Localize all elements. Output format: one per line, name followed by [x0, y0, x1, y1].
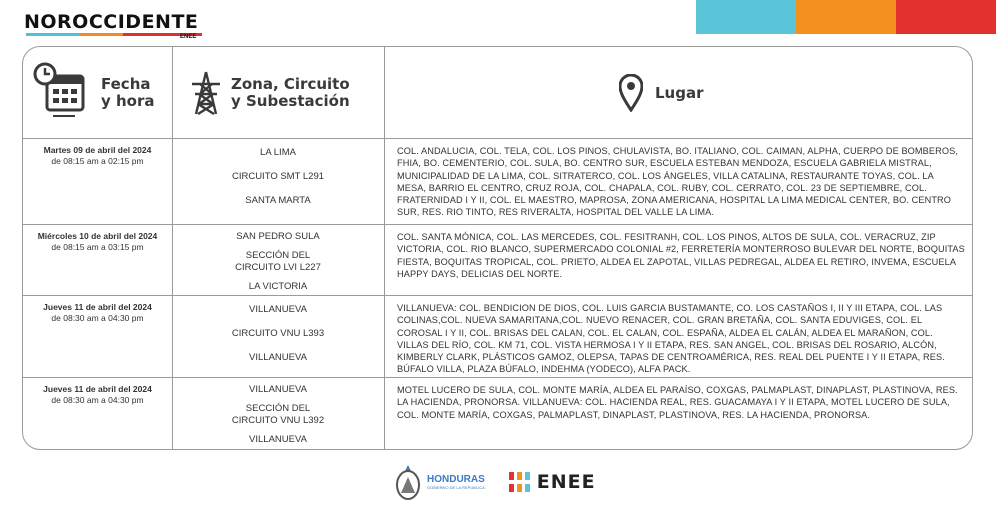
table-row	[23, 139, 972, 225]
time-text: de 08:15 am a 02:15 pm	[51, 156, 144, 166]
header-zone-line2: y Subestación	[231, 92, 350, 110]
time-text: de 08:30 am a 04:30 pm	[51, 313, 144, 323]
stripe-orange	[796, 0, 896, 34]
color-stripes	[696, 0, 996, 34]
power-tower-icon	[189, 70, 223, 116]
row-date	[23, 302, 172, 324]
enee-wordmark: ENEE	[536, 471, 596, 493]
circuit-text: CIRCUITO VNU L393	[231, 328, 325, 339]
table-row	[23, 225, 972, 296]
row-date	[23, 231, 172, 253]
zone-text: LA LIMA	[260, 147, 296, 158]
header-date	[33, 47, 172, 139]
zone-text: VILLANUEVA	[249, 384, 307, 395]
substation-text: VILLANUEVA	[249, 434, 307, 445]
header-zone-line1: Zona, Circuito	[231, 75, 350, 93]
substation-text: VILLANUEVA	[249, 352, 307, 363]
place-text: MOTEL LUCERO DE SULA, COL. MONTE MARÍA, ALDEA EL PARAÍSO, COXGAS, PALMAPLAST, DINAPLAST, PLASTINOVA, RES. LA HACIENDA, PRONORSA. VILLANUEVA: COL. HACIENDA REAL, RES. GUACAMAYA I Y II ETAPA, MOTEL LUCERO DE SULA, COL. MONTE MARÍA, COXGAS, PALMAPLAST, DINAPLAST, PLASTINOVA, RES. LA HACIENDA, PRONORSA.	[397, 385, 958, 420]
row-zone	[172, 147, 384, 219]
row-date	[23, 145, 172, 167]
place-text: VILLANUEVA: COL. BENDICION DE DIOS, COL. LUIS GARCIA BUSTAMANTE, CO. LOS CASTAÑOS I, II Y III ETAPA, COL. LAS COLINAS,COL. NUEVA SAMARITANA,COL. NUEVO RENACER, COL. GRAN BRETAÑA, COL. SANTA EDUVIGES, COL. EL COROSAL I Y II, COL. BRISAS DEL CALAN, COL. EL CALAN, COL. ESPAÑA, ALDEA EL CALÁN, ALDEA EL MARAÑON, COL. VILLAS DEL RÍO, COL. KM 71, COL. VISTA HERMOSA I Y II ETAPA, RES. SAN ANGEL, COL. BRISAS DEL ROSARIO, ALCÓN, KIMBERLY CLARK, PLÁSTICOS GAMOZ, OLEPSA, TAPAS DE CENTROAMÉRICA, RES. REAL DEL PUENTE I Y II ETAPA, RES. BÚFALO VILLA, PLAZA BÚFALO, INDEHMA (YODECO), ALFA PACK.	[397, 303, 945, 375]
substation-text: SANTA MARTA	[245, 195, 311, 206]
zone-text: SAN PEDRO SULA	[236, 231, 320, 242]
honduras-seal-icon	[395, 463, 421, 501]
date-text: Miércoles 10 de abril del 2024	[37, 231, 158, 241]
outage-table	[22, 46, 973, 450]
substation-text: LA VICTORIA	[248, 281, 308, 292]
top-bar	[0, 0, 996, 44]
circuit-text: SECCIÓN DEL CIRCUITO VNU L392	[231, 403, 325, 426]
place-text: COL. ANDALUCIA, COL. TELA, COL. LOS PINOS, CHULAVISTA, BO. ITALIANO, COL. CAIMAN, ALPHA, CUERPO DE BOMBEROS, FHIA, BO. CEMENTERIO, COL. SULA, BO. CENTRO SUR, ESCUELA ESTEBAN MENDOZA, ESCUELA GABRIELA MISTRAL, MUNICIPALIDAD DE LA LIMA, COL. SITRATERCO, COL. LOS ÁNGELES, VILLA CATALINA, RESTAURANTE TOYAS, COL. LA MESA, BARRIO EL CENTRO, CRUZ ROJA, COL. CHAPALA, COL. RUBY, COL. CERRATO, COL. 23 DE SEPTIEMBRE, COL. FRATERNIDAD I Y II, COL. EL MAESTRO, MAPROSA, ZONA AMERICANA, HOSPITAL LA LIMA MEDICAL CENTER, BO. CENTRO SUR, RES. RIO TINTO, RES RIVERALTA, HOSPITAL DEL VALLE LA LIMA.	[397, 146, 958, 218]
table-header	[23, 47, 972, 139]
table-row	[23, 378, 972, 450]
footer-logos	[395, 462, 596, 502]
brand-sub: ENEE	[180, 34, 197, 40]
circuit-text: SECCIÓN DEL CIRCUITO LVI L227	[235, 250, 321, 273]
date-text: Jueves 11 de abril del 2024	[43, 384, 152, 394]
header-date-label	[101, 76, 155, 110]
place-text: COL. SANTA MÓNICA, COL. LAS MERCEDES, COL. FESITRANH, COL. LOS PINOS, ALTOS DE SULA, COL. VERACRUZ, ZIP VICTORIA, COL. RIO BLANCO, SUPERMERCADO COLONIAL #2, FERRETERÍA MONTERROSO BULEVAR DEL NORTE, BOQUITAS FIESTA, BOQUITAS TROPICAL, COL. PRIETO, ALDEA EL ZAPOTAL, VILLAS PEDREGAL, ALDEA EL RETIRO, INVEMA, ESCUELA HAPPY DAYS, DELICIAS DEL NORTE.	[397, 232, 965, 279]
noroccidente-logo	[24, 11, 199, 40]
row-zone	[172, 384, 384, 446]
date-text: Jueves 11 de abril del 2024	[43, 302, 152, 312]
table-row	[23, 296, 972, 378]
location-pin-icon	[619, 74, 643, 112]
stripe-red	[896, 0, 996, 34]
calendar-clock-icon	[33, 62, 91, 124]
honduras-wordmark	[421, 474, 485, 490]
brand-name: NOROCCIDENTE	[24, 11, 199, 33]
header-zone	[189, 47, 384, 139]
row-date	[23, 384, 172, 406]
zone-text: VILLANUEVA	[249, 304, 307, 315]
time-text: de 08:30 am a 04:30 pm	[51, 395, 144, 405]
stripe-cyan	[696, 0, 796, 34]
header-zone-label	[231, 76, 350, 110]
honduras-sub-text: GOBIERNO DE LA REPÚBLICA	[427, 485, 485, 490]
enee-logo-icon	[507, 469, 533, 495]
header-place	[619, 47, 704, 139]
header-date-line1: Fecha	[101, 75, 151, 93]
honduras-text: HONDURAS	[427, 474, 485, 485]
date-text: Martes 09 de abril del 2024	[43, 145, 152, 155]
logo-underline	[26, 33, 202, 36]
time-text: de 08:15 am a 03:15 pm	[51, 242, 144, 252]
header-place-label: Lugar	[655, 83, 704, 102]
row-zone	[172, 231, 384, 293]
row-zone	[172, 304, 384, 376]
header-date-line2: y hora	[101, 92, 155, 110]
circuit-text: CIRCUITO SMT L291	[231, 171, 325, 182]
